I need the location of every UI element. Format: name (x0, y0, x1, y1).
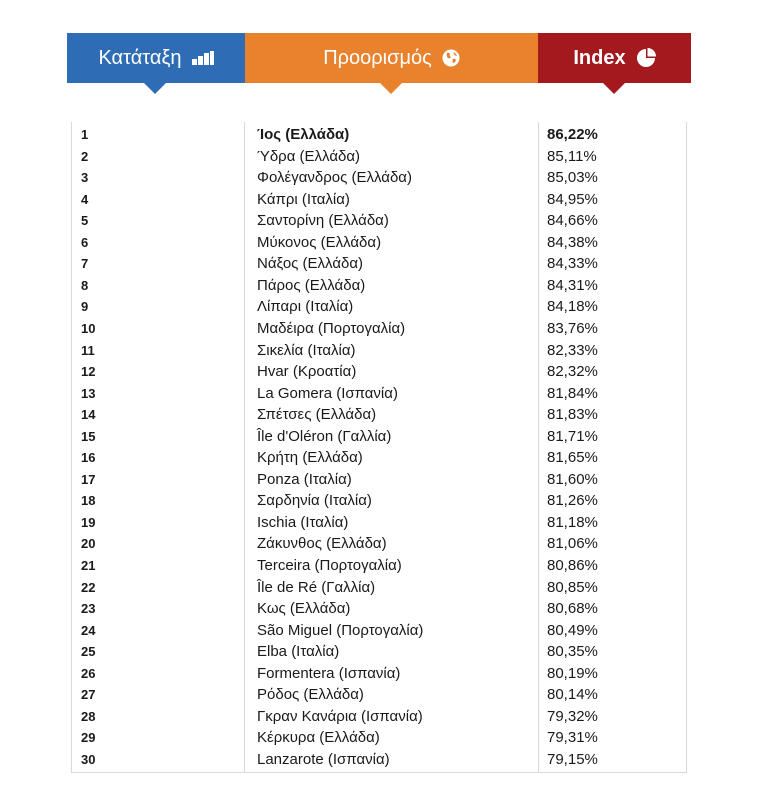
index-cell: 84,66% (547, 212, 598, 230)
rank-cell: 6 (81, 234, 89, 250)
table-row (72, 296, 686, 317)
table-row (72, 275, 686, 296)
pie-chart-icon (636, 48, 656, 68)
rank-cell: 24 (81, 622, 96, 638)
rank-cell: 12 (81, 364, 96, 380)
index-cell: 79,31% (547, 729, 598, 747)
table-row (72, 663, 686, 684)
index-cell: 85,03% (547, 169, 598, 187)
table-row (72, 620, 686, 641)
table-row (72, 232, 686, 253)
index-cell: 81,26% (547, 492, 598, 510)
table-row (72, 318, 686, 339)
rank-cell: 3 (81, 170, 89, 186)
rank-cell: 28 (81, 708, 96, 724)
table-row (72, 598, 686, 619)
index-cell: 82,32% (547, 363, 598, 381)
destination-cell: La Gomera (Ισπανία) (257, 384, 398, 402)
destination-cell: Île de Ré (Γαλλία) (257, 578, 376, 596)
header-index-label: Index (573, 46, 626, 69)
rank-cell: 2 (81, 148, 89, 164)
destination-cell: Ischia (Ιταλία) (257, 513, 349, 531)
destination-cell: Σικελία (Ιταλία) (257, 341, 356, 359)
index-cell: 81,83% (547, 406, 598, 424)
table-row (72, 447, 686, 468)
destination-cell: Σπέτσες (Ελλάδα) (257, 406, 377, 424)
destination-cell: Ύδρα (Ελλάδα) (257, 147, 361, 165)
destination-cell: Hvar (Κροατία) (257, 363, 357, 381)
table-row (72, 404, 686, 425)
rank-cell: 19 (81, 514, 96, 530)
destination-cell: Μύκονος (Ελλάδα) (257, 233, 382, 251)
destination-cell: Πάρος (Ελλάδα) (257, 276, 366, 294)
destination-cell: Κέρκυρα (Ελλάδα) (257, 729, 380, 747)
table-row (72, 684, 686, 705)
index-cell: 82,33% (547, 341, 598, 359)
index-cell: 81,65% (547, 449, 598, 467)
index-cell: 80,35% (547, 643, 598, 661)
destination-cell: São Miguel (Πορτογαλία) (257, 621, 424, 639)
rank-cell: 8 (81, 277, 89, 293)
table-row (72, 426, 686, 447)
globe-icon (442, 49, 460, 67)
destination-cell: Elba (Ιταλία) (257, 643, 340, 661)
rank-cell: 30 (81, 751, 96, 767)
index-cell: 80,68% (547, 600, 598, 618)
table-row (72, 490, 686, 511)
destination-cell: Λίπαρι (Ιταλία) (257, 298, 354, 316)
index-cell: 81,60% (547, 470, 598, 488)
rank-cell: 10 (81, 320, 96, 336)
table-row (72, 641, 686, 662)
table-row (72, 727, 686, 748)
rank-cell: 5 (81, 213, 89, 229)
index-cell: 84,38% (547, 233, 598, 251)
header-rank (67, 33, 245, 83)
destination-cell: Φολέγανδρος (Ελλάδα) (257, 169, 412, 187)
table-row (72, 146, 686, 167)
index-cell: 80,14% (547, 686, 598, 704)
table-row (72, 749, 686, 770)
destination-cell: Ponza (Ιταλία) (257, 470, 352, 488)
destination-cell: Lanzarote (Ισπανία) (257, 750, 390, 768)
destination-cell: Κρήτη (Ελλάδα) (257, 449, 363, 467)
index-cell: 85,11% (547, 147, 597, 165)
rank-cell: 18 (81, 493, 96, 509)
index-cell: 84,31% (547, 276, 598, 294)
rank-cell: 26 (81, 665, 96, 681)
index-cell: 81,84% (547, 384, 598, 402)
header-rank-label: Κατάταξη (98, 46, 182, 69)
rank-cell: 23 (81, 601, 96, 617)
ranking-table (71, 122, 687, 773)
rank-cell: 14 (81, 407, 96, 423)
rank-cell: 4 (81, 191, 89, 207)
table-row (72, 253, 686, 274)
table-row (72, 210, 686, 231)
index-cell: 83,76% (547, 319, 598, 337)
header-index (538, 33, 691, 83)
index-cell: 80,86% (547, 557, 598, 574)
destination-cell: Σαντορίνη (Ελλάδα) (257, 212, 389, 230)
index-cell: 84,95% (547, 190, 598, 208)
rank-cell: 7 (81, 256, 89, 272)
rank-cell: 17 (81, 471, 96, 487)
header-destination-label: Προορισμός (323, 46, 432, 69)
table-row (72, 512, 686, 533)
rank-cell: 25 (81, 644, 96, 660)
rank-cell: 20 (81, 536, 96, 552)
rank-cell: 15 (81, 428, 96, 444)
table-row (72, 469, 686, 490)
index-cell: 84,18% (547, 298, 598, 316)
table-row (72, 706, 686, 727)
index-cell: 81,71% (547, 427, 598, 445)
index-cell: 79,32% (547, 707, 598, 725)
rank-cell: 21 (81, 558, 96, 573)
index-cell: 86,22% (547, 126, 598, 143)
destination-cell: Île d'Oléron (Γαλλία) (257, 427, 392, 445)
header-destination (245, 33, 538, 83)
table-row (72, 167, 686, 188)
index-cell: 80,49% (547, 621, 598, 639)
rank-cell: 27 (81, 687, 96, 703)
index-cell: 80,19% (547, 664, 598, 682)
table-row (72, 383, 686, 404)
destination-cell: Γκραν Κανάρια (Ισπανία) (257, 707, 423, 725)
destination-cell: Formentera (Ισπανία) (257, 664, 401, 682)
rank-cell: 16 (81, 450, 96, 466)
index-cell: 81,06% (547, 535, 598, 553)
destination-cell: Κως (Ελλάδα) (257, 600, 351, 618)
index-cell: 80,85% (547, 578, 598, 596)
index-cell: 81,18% (547, 513, 598, 531)
destination-cell: Ζάκυνθος (Ελλάδα) (257, 535, 387, 553)
rank-cell: 29 (81, 730, 96, 746)
rank-cell: 22 (81, 579, 96, 595)
table-row (72, 577, 686, 598)
destination-cell: Νάξος (Ελλάδα) (257, 255, 364, 273)
index-cell: 84,33% (547, 255, 598, 273)
destination-cell: Σαρδηνία (Ιταλία) (257, 492, 372, 510)
table-row (72, 189, 686, 210)
table-header (67, 33, 691, 83)
destination-cell: Ίος (Ελλάδα) (257, 126, 350, 143)
table-row (72, 340, 686, 361)
destination-cell: Terceira (Πορτογαλία) (257, 557, 402, 574)
rank-cell: 13 (81, 385, 96, 401)
table-row (72, 124, 686, 145)
rank-cell: 11 (81, 342, 95, 358)
destination-cell: Ρόδος (Ελλάδα) (257, 686, 364, 704)
table-row (72, 361, 686, 382)
index-cell: 79,15% (547, 750, 598, 768)
table-row (72, 555, 686, 576)
table-row (72, 533, 686, 554)
rank-cell: 1 (81, 127, 89, 142)
rank-cell: 9 (81, 299, 89, 315)
destination-cell: Μαδέιρα (Πορτογαλία) (257, 319, 406, 337)
destination-cell: Κάπρι (Ιταλία) (257, 190, 350, 208)
bar-chart-icon (192, 51, 214, 65)
